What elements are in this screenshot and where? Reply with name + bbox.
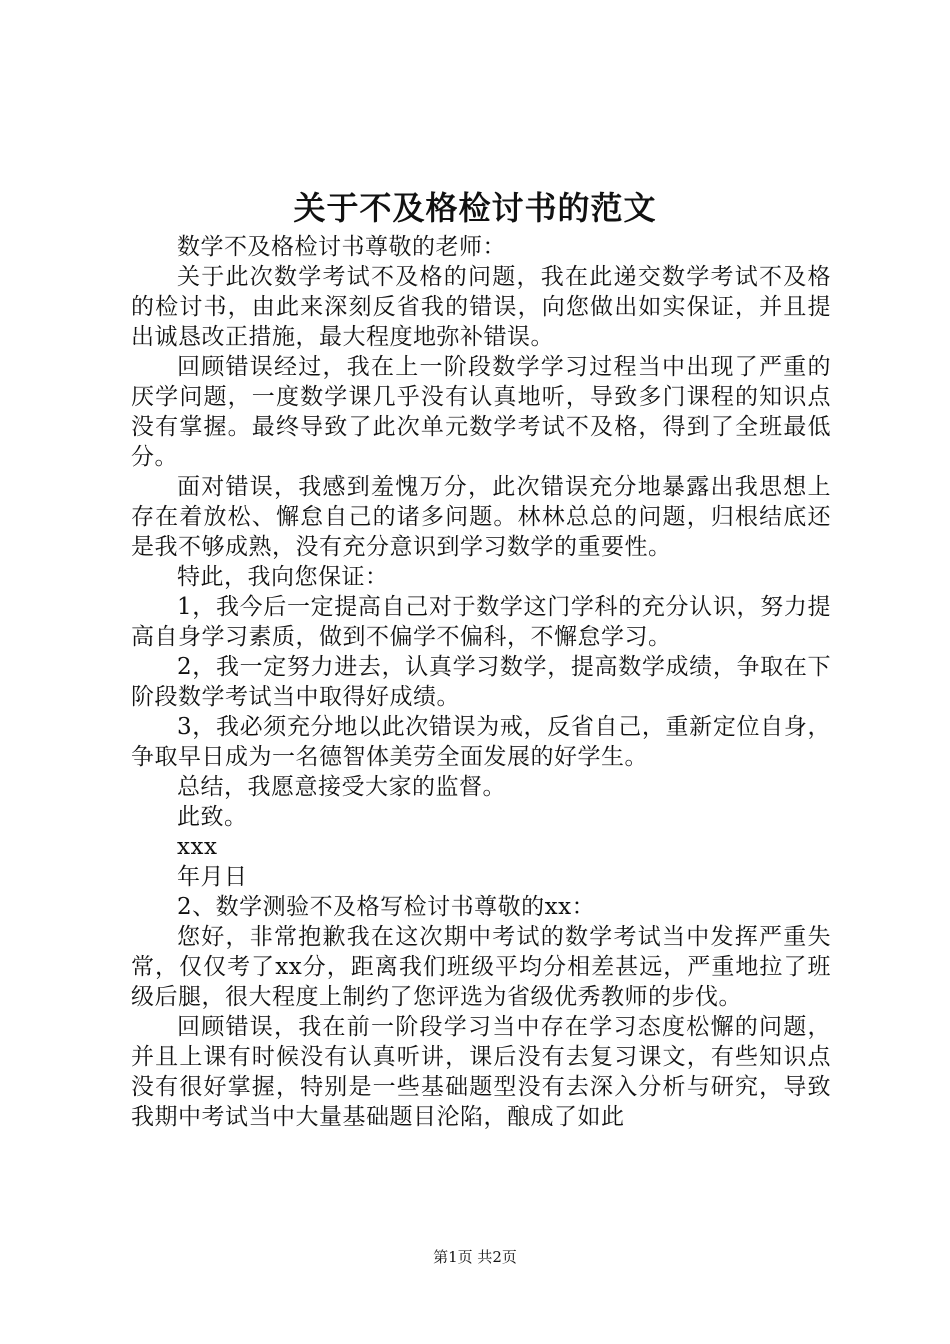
paragraph: xxx [177, 834, 218, 860]
paragraph: 数学不及格检讨书尊敬的老师： [177, 234, 506, 260]
paragraph: 面对错误，我感到羞愧万分，此次错误充分地暴露出我思想上存在着放松、懈怠自己的诸多问题。林林总总的问题，归根结底还是我不够成熟，没有充分意识到学习数学的重要性。 [131, 474, 831, 560]
paragraph: 回顾错误，我在前一阶段学习当中存在学习态度松懈的问题，并且上课有时候没有认真听讲，课后没有去复习课文，有些知识点没有很好掌握，特别是一些基础题型没有去深入分析与研究，导致我期中考试当中大量基础题目沦陷，酿成了如此 [131, 1014, 831, 1130]
paragraph: 回顾错误经过，我在上一阶段数学学习过程当中出现了严重的厌学问题，一度数学课几乎没有认真地听，导致多门课程的知识点没有掌握。最终导致了此次单元数学考试不及格，得到了全班最低分。 [131, 354, 831, 470]
paragraph: 2，我一定努力进去，认真学习数学，提高数学成绩，争取在下阶段数学考试当中取得好成绩。 [131, 654, 831, 710]
paragraph: 关于此次数学考试不及格的问题，我在此递交数学考试不及格的检讨书，由此来深刻反省我的错误，向您做出如实保证，并且提出诚恳改正措施，最大程度地弥补错误。 [131, 264, 831, 350]
paragraph: 1，我今后一定提高自己对于数学这门学科的充分认识，努力提高自身学习素质，做到不偏学不偏科，不懈怠学习。 [131, 594, 831, 650]
paragraph: 年月日 [177, 864, 248, 890]
paragraph: 2、数学测验不及格写检讨书尊敬的xx： [177, 894, 596, 920]
document-title: 关于不及格检讨书的范文 [293, 189, 657, 227]
paragraph: 此致。 [177, 804, 248, 830]
paragraph: 总结，我愿意接受大家的监督。 [177, 774, 506, 800]
paragraph: 您好，非常抱歉我在这次期中考试的数学考试当中发挥严重失常，仅仅考了xx分，距离我们班级平均分相差甚远，严重地拉了班级后腿，很大程度上制约了您评选为省级优秀教师的步伐。 [131, 924, 831, 1010]
paragraph: 特此，我向您保证： [177, 564, 389, 590]
page-footer: 第1页 共2页 [433, 1248, 517, 1266]
document-body [131, 232, 831, 1132]
paragraph: 3，我必须充分地以此次错误为戒，反省自己，重新定位自身，争取早日成为一名德智体美劳全面发展的好学生。 [131, 714, 831, 770]
